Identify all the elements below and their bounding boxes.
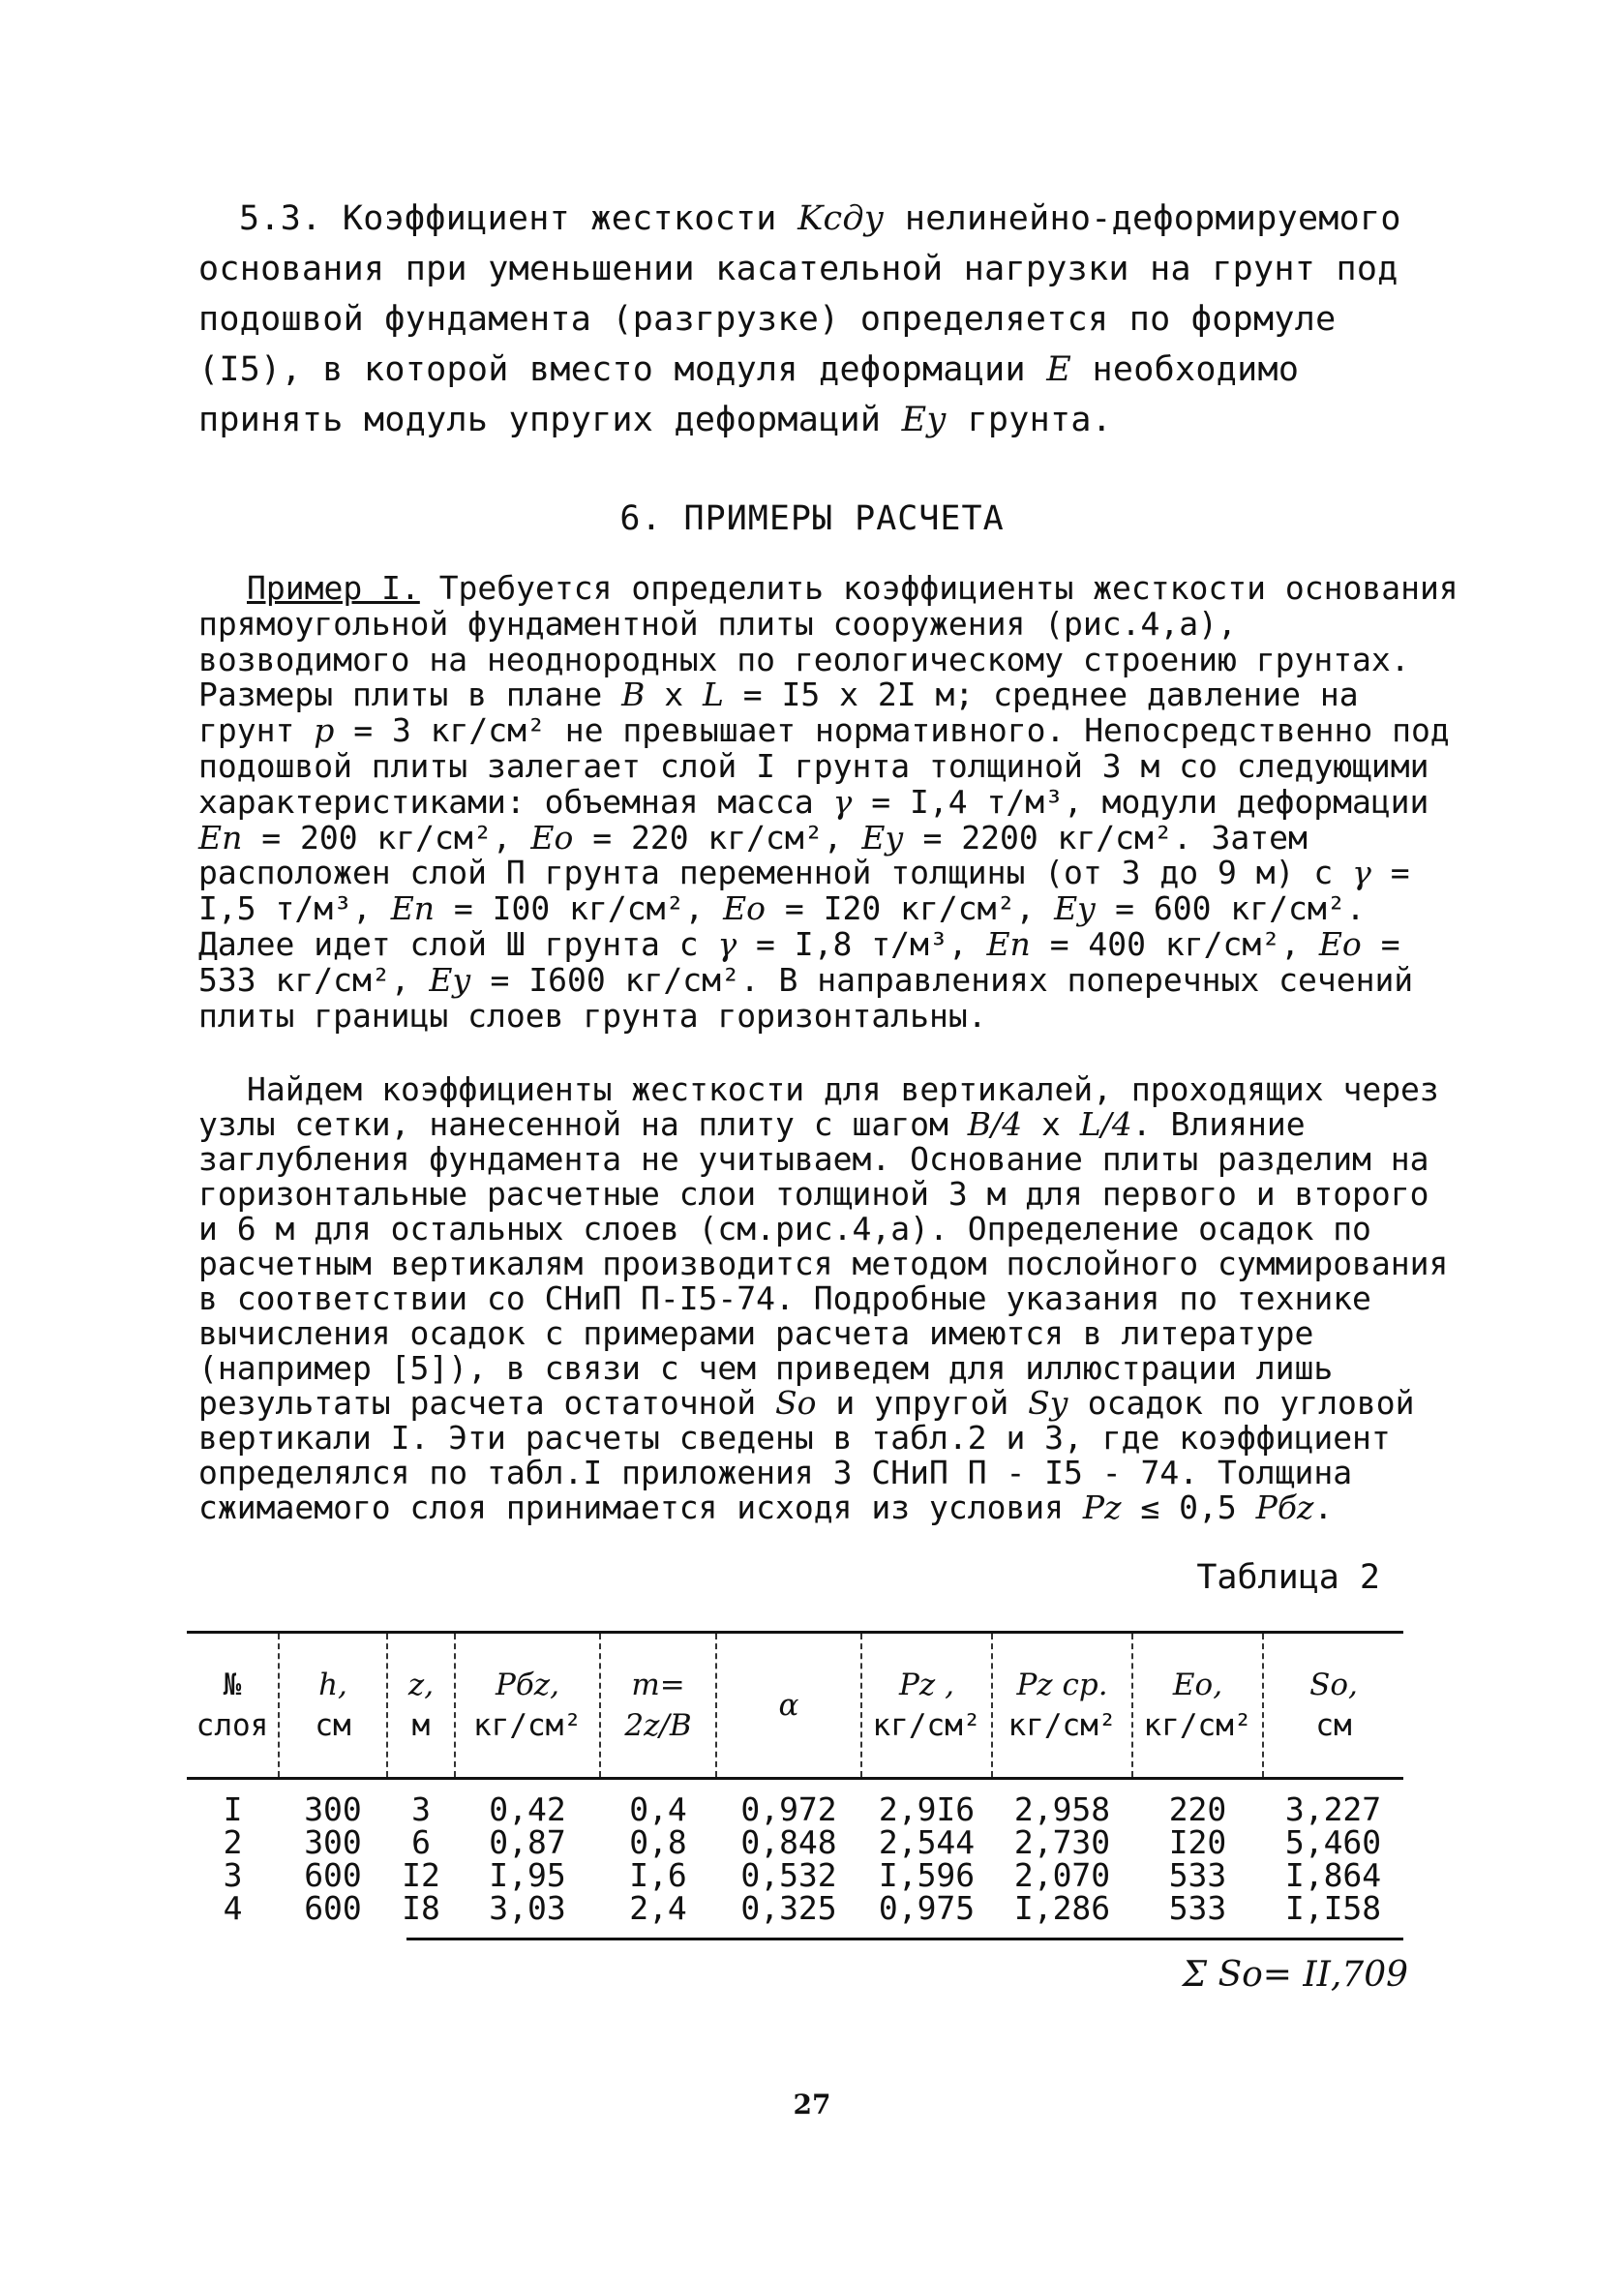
settlement-table [187,1631,1403,1925]
col-pz-avg: Pz ср. кг/см² [992,1633,1132,1779]
table-row: 3 600 I2 I,95 I,6 0,532 I,596 2,070 533 I,864 [223,1856,1382,1894]
page-number: 27 [793,2089,831,2120]
table-row: 4 600 I8 3,03 2,4 0,325 0,975 I,286 533 I,I58 [223,1889,1382,1927]
paragraph-example-1: Пример I. Требуется определить коэффициенты жесткости основания прямоугольной фундаментной плиты сооружения (рис.4,а), возводимого на неоднородных по геологическому строению грунтах. Размеры плиты в плане B x L = I5 x 2I м; среднее давление на грунт p = 3 кг/см² не превышает нормативного. Непосредственно под подошвой плиты залегает слой I грунта толщиной 3 м со следующими характеристиками: объемная масса γ = I,4 т/м³, модули деформации Eп = 200 кг/см², Eо = 220 кг/см², Eу = 2200 кг/см². Затем расположен слой П грунта переменной толщины (от 3 до 9 м) с γ = I,5 т/м³, Eп = I00 кг/см², Eо = I20 кг/см², Eу = 600 кг/см². Далее идет слой Ш грунта с γ = I,8 т/м³, Eп = 400 кг/см², Eо = 533 кг/см², Eу = I600 кг/см². В направлениях поперечных сечений плиты границы слоев грунта горизонтальны. [198,569,1459,1035]
table-row: 2 300 6 0,87 0,8 0,848 2,544 2,730 I20 5,460 [223,1823,1382,1861]
col-m: m= 2z/B [600,1633,716,1779]
table-header-row [187,1633,1403,1779]
symbol-eu: Eу [901,401,947,439]
symbol-e: E [1046,350,1072,389]
table-caption: Таблица 2 [1196,1558,1380,1597]
col-alpha: α [716,1633,861,1779]
table-row: I 300 3 0,42 0,4 0,972 2,9I6 2,958 220 3,227 [223,1790,1382,1828]
paragraph-5-3: 5.3. Коэффициент жесткости Kсду нелинейно-деформируемого основания при уменьшении касательной нагрузки на грунт под подошвой фундамента (разгрузке) определяется по формуле (I5), в которой вместо модуля деформации E необходимо принять модуль упругих деформаций Eу грунта. [198,199,1401,439]
sum-divider [406,1938,1403,1940]
example-label: Пример I. [247,569,420,607]
col-pz: Pz , кг/см² [861,1633,992,1779]
section-number: 5.3. [239,199,322,238]
settlement-sum: Σ So= II,709 [1182,1955,1408,1995]
col-eo: Eo, кг/см² [1132,1633,1263,1779]
paragraph-stiffness-calc: Найдем коэффициенты жесткости для вертикалей, проходящих через узлы сетки, нанесенной на плиту с шагом B/4 x L/4. Влияние заглубления фундамента не учитываем. Основание плиты разделим на горизонтальные расчетные слои толщиной 3 м для первого и второго и 6 м для остальных слоев (см.рис.4,а). Определение осадок по расчетным вертикалям производится методом послойного суммирования в соответствии со СНиП П-I5-74. Подробные указания по технике вычисления осадок с примерами расчета имеются в литературе (например [5]), в связи с чем приведем для иллюстрации лишь результаты расчета остаточной So и упругой Sу осадок по угловой вертикали I. Эти расчеты сведены в табл.2 и 3, где коэффициент определялся по табл.I приложения 3 СНиП П - I5 - 74. Толщина сжимаемого слоя принимается исходя из условия Pz ≤ 0,5 Pбz. [198,1070,1449,1526]
col-layer-no: № слоя [187,1633,279,1779]
col-z: z, м [387,1633,455,1779]
col-pbz: Pбz, кг/см² [455,1633,600,1779]
col-so: So, см [1263,1633,1403,1779]
section-heading: 6. ПРИМЕРЫ РАСЧЕТА [619,499,1005,538]
col-h: h, см [279,1633,387,1779]
symbol-ksdu: Kсду [797,199,885,238]
